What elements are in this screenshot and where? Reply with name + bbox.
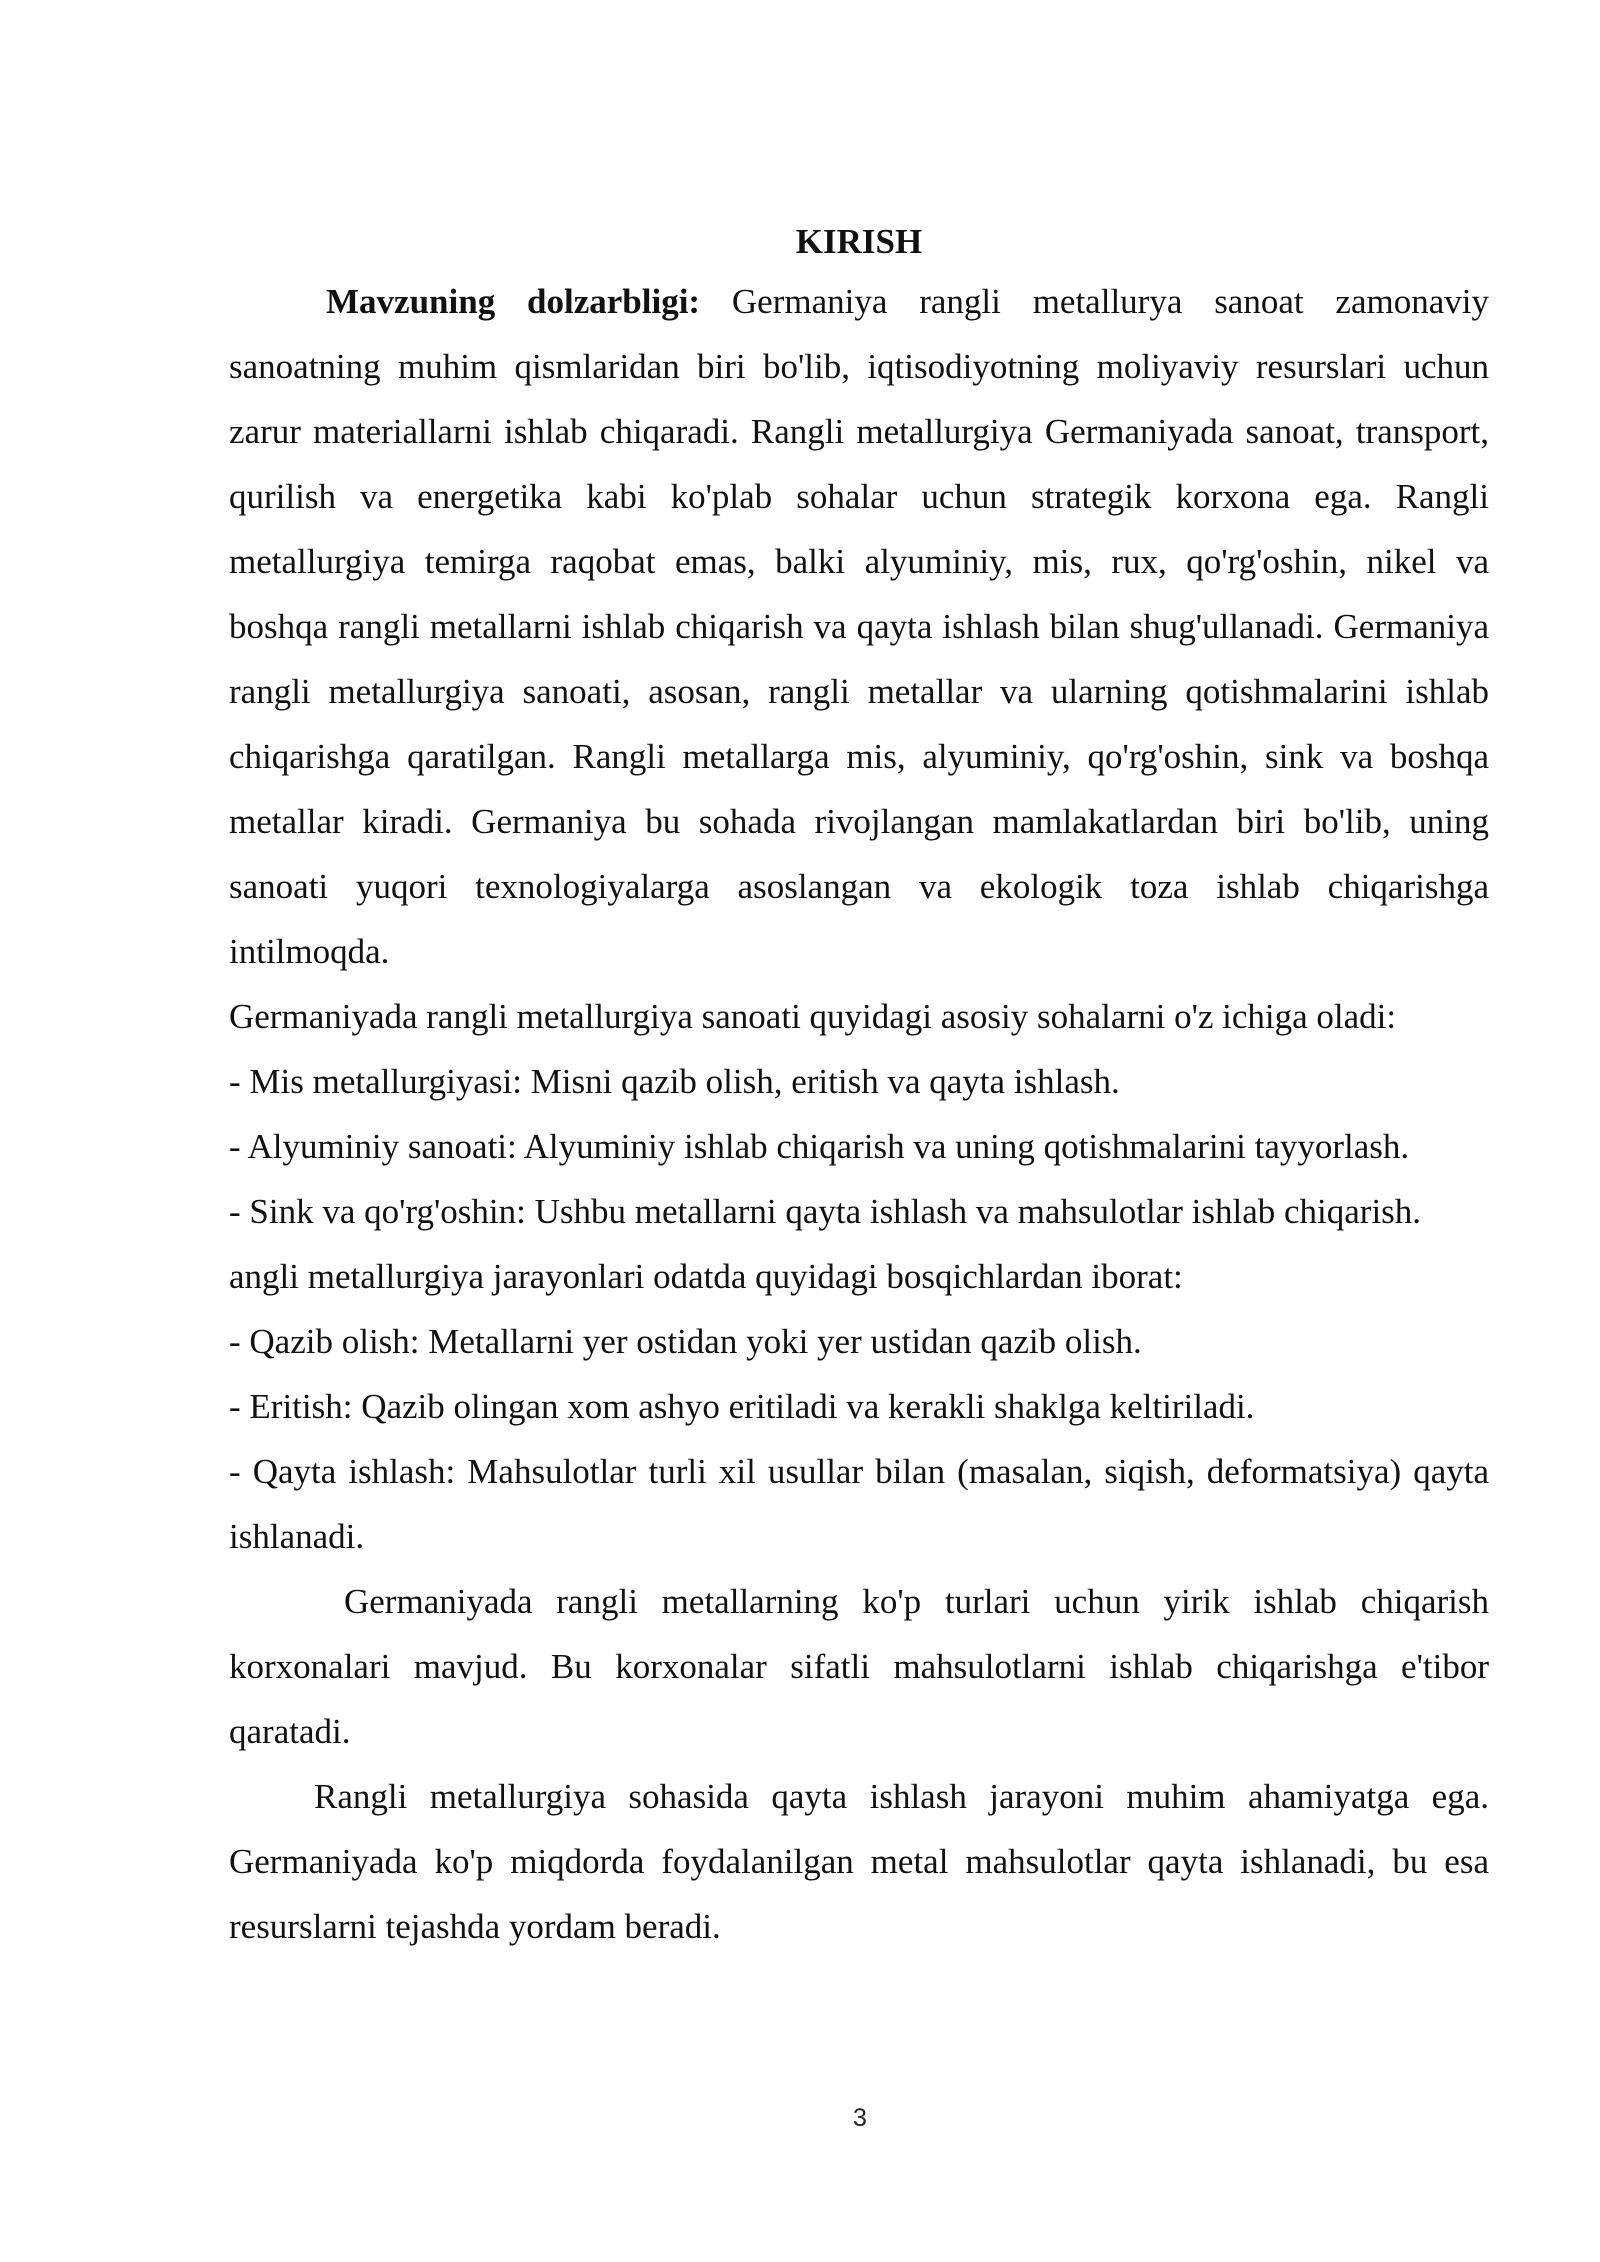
page-title: KIRISH (795, 222, 923, 261)
stages-intro: angli metallurgiya jarayonlari odatda quyidagi bosqichlardan iborat: (229, 1257, 1183, 1296)
enterprises-paragraph: Germaniyada rangli metallarning ko'p turlari uchun yirik ishlab chiqarish korxonalari mavjud. Bu korxonalar sifatli mahsulotlarni ishlab chiqarishga e'tibor qaratadi. (229, 1582, 1489, 1751)
sector-item-zinc-lead: - Sink va qo'rg'oshin: Ushbu metallarni qayta ishlash va mahsulotlar ishlab chiqarish. (229, 1192, 1422, 1231)
recycling-paragraph: Rangli metallurgiya sohasida qayta ishlash jarayoni muhim ahamiyatga ega. Germaniyada ko'p miqdorda foydalanilgan metal mahsulotlar qayta ishlanadi, bu esa resurslarni tejashda yordam beradi. (229, 1777, 1489, 1946)
stage-item-mining: - Qazib olish: Metallarni yer ostidan yoki yer ustidan qazib olish. (229, 1322, 1142, 1361)
stage-item-processing: - Qayta ishlash: Mahsulotlar turli xil usullar bilan (masalan, siqish, deformatsiya) qayta ishlanadi. (229, 1452, 1489, 1556)
intro-text: Germaniya rangli metallurya sanoat zamonaviy sanoatning muhim qismlaridan biri bo'lib, iqtisodiyotning moliyaviy resurslari uchun zarur materiallarni ishlab chiqaradi. Rangli metallurgiya Germaniyada sanoat, transport, qurilish va energetika kabi ko'plab sohalar uchun strategik korxona ega. Rangli metallurgiya temirga raqobat emas, balki alyuminiy, mis, rux, qo'rg'oshin, nikel va boshqa rangli metallarni ishlab chiqarish va qayta ishlash bilan shug'ullanadi. Germaniya rangli metallurgiya sanoati, asosan, rangli metallar va ularning qotishmalarini ishlab chiqarishga qaratilgan. Rangli metallarga mis, alyuminiy, qo'rg'oshin, sink va boshqa metallar kiradi. Germaniya bu sohada rivojlangan mamlakatlardan biri bo'lib, uning sanoati yuqori texnologiyalarga asoslangan va ekologik toza ishlab chiqarishga intilmoqda. (229, 282, 1489, 971)
sectors-intro: Germaniyada rangli metallurgiya sanoati quyidagi asosiy sohalarni o'z ichiga oladi: (229, 997, 1397, 1036)
intro-paragraph (229, 269, 1489, 984)
sector-item-copper: - Mis metallurgiyasi: Misni qazib olish, eritish va qayta ishlash. (229, 1062, 1120, 1101)
sector-item-aluminium: - Alyuminiy sanoati: Alyuminiy ishlab chiqarish va uning qotishmalarini tayyorlash. (229, 1127, 1410, 1166)
page-number: 3 (853, 2104, 867, 2132)
stage-item-smelting: - Eritish: Qazib olingan xom ashyo eritiladi va kerakli shaklga keltiriladi. (229, 1387, 1255, 1426)
intro-lead: Mavzuning dolzarbligi: (326, 282, 701, 321)
page-content (229, 214, 1489, 1959)
